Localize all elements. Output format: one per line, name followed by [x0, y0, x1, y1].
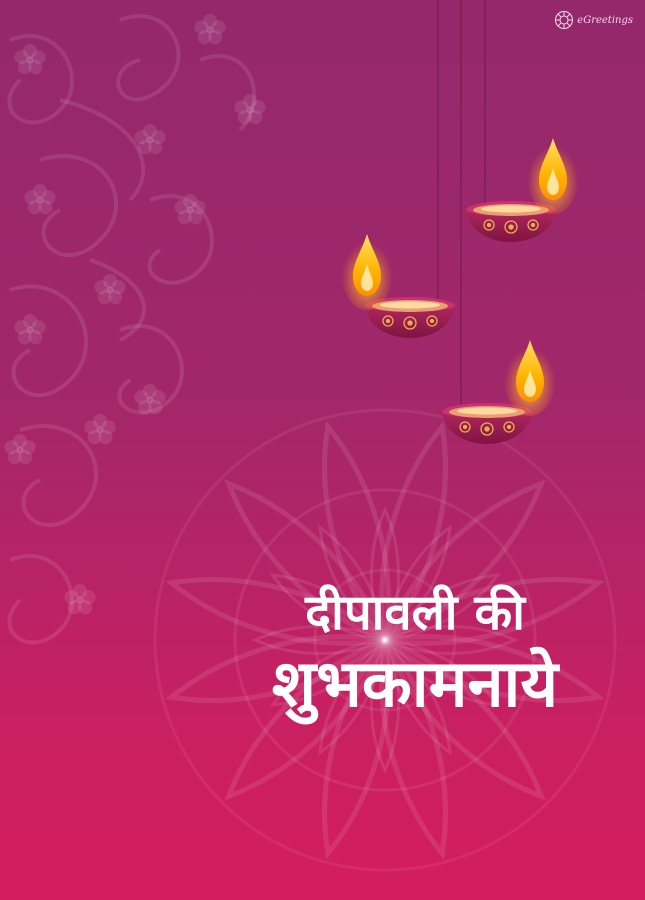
diya-lamp-icon: [466, 138, 579, 242]
greeting-message: [215, 580, 615, 726]
diya-lamp-icon: [442, 340, 556, 444]
greeting-line-2: शुभकामनाये: [271, 647, 559, 722]
brand-name: eGreetings: [577, 14, 633, 26]
greeting-line-1: दीपावली की: [305, 584, 525, 641]
egreetings-logo-icon: [554, 10, 574, 30]
brand-logo[interactable]: [554, 10, 633, 30]
